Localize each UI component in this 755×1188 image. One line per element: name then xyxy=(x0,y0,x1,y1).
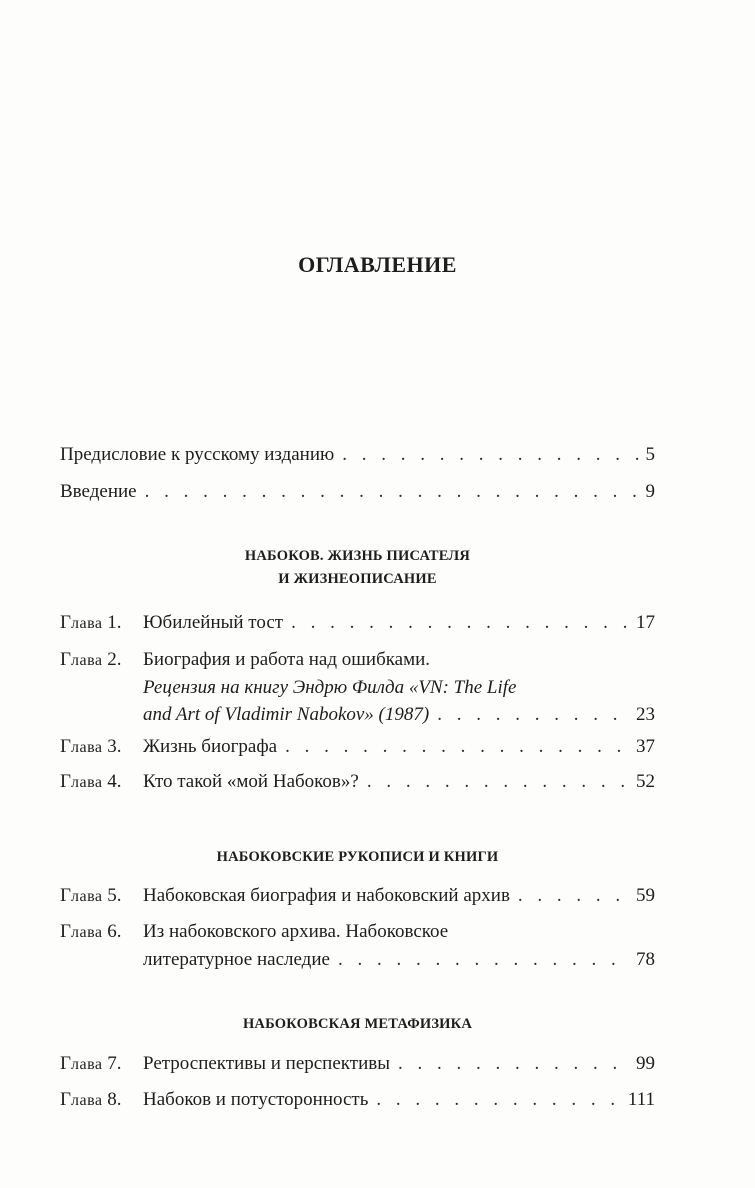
page-number: 52 xyxy=(636,771,655,792)
chapter-label: Глава 1. xyxy=(60,612,122,633)
toc-entry-chapter-7[interactable] xyxy=(60,1050,655,1078)
dot-leader xyxy=(145,478,640,505)
chapter-title: Ретроспективы и перспективы xyxy=(143,1053,390,1074)
dot-leader xyxy=(367,768,630,795)
page-number: 23 xyxy=(636,704,655,725)
chapter-subtitle: and Art of Vladimir Nabokov» (1987) xyxy=(143,704,430,725)
chapter-label: Глава 5. xyxy=(60,885,122,906)
chapter-title-continued: литературное наследие xyxy=(143,949,330,970)
dot-leader xyxy=(437,701,630,728)
section-heading-line: И ЖИЗНЕОПИСАНИЕ xyxy=(278,571,437,587)
section-heading-line: НАБОКОВСКАЯ МЕТАФИЗИКА xyxy=(242,1016,473,1032)
page-number: 17 xyxy=(636,612,655,633)
dot-leader xyxy=(338,946,630,973)
dot-leader xyxy=(342,441,639,468)
page-number: 111 xyxy=(627,1089,655,1110)
page-number: 37 xyxy=(636,736,655,757)
dot-leader xyxy=(291,609,630,636)
page-number: 78 xyxy=(636,949,655,970)
section-heading-line: НАБОКОВ. ЖИЗНЬ ПИСАТЕЛЯ xyxy=(244,548,471,564)
toc-entry-chapter-6[interactable] xyxy=(60,918,655,973)
chapter-label: Глава 7. xyxy=(60,1053,122,1074)
section-heading xyxy=(60,846,655,869)
toc-entry-chapter-8[interactable] xyxy=(60,1086,655,1114)
chapter-title: Биография и работа над ошибками. xyxy=(143,649,431,670)
chapter-title: Юбилейный тост xyxy=(143,612,284,633)
section-heading-line: НАБОКОВСКИЕ РУКОПИСИ И КНИГИ xyxy=(216,849,499,865)
dot-leader xyxy=(518,882,630,909)
toc-entry-introduction[interactable] xyxy=(60,478,655,505)
chapter-title: Жизнь биографа xyxy=(143,736,278,757)
toc-entry-title: Введение xyxy=(60,481,137,502)
dot-leader xyxy=(285,733,630,760)
page-number: 9 xyxy=(645,481,655,502)
toc-entry-chapter-3[interactable] xyxy=(60,733,655,761)
toc-entry-chapter-2[interactable] xyxy=(60,646,655,728)
page-number: 5 xyxy=(645,444,655,465)
dot-leader xyxy=(398,1050,630,1077)
page-title: ОГЛАВЛЕНИЕ xyxy=(298,252,457,277)
chapter-label: Глава 8. xyxy=(60,1089,122,1110)
chapter-label: Глава 3. xyxy=(60,736,122,757)
toc-entry-title: Предисловие к русскому изданию xyxy=(60,444,335,465)
section-heading xyxy=(60,1013,655,1036)
chapter-title: Набоковская биография и набоковский архив xyxy=(143,885,510,906)
page-number: 99 xyxy=(636,1053,655,1074)
dot-leader xyxy=(376,1086,622,1113)
chapter-subtitle: Рецензия на книгу Эндрю Филда «VN: The Life xyxy=(143,677,517,698)
toc-entry-preface[interactable] xyxy=(60,441,655,468)
section-heading xyxy=(60,545,655,591)
toc-entry-chapter-4[interactable] xyxy=(60,768,655,796)
page-number: 59 xyxy=(636,885,655,906)
chapter-label: Глава 4. xyxy=(60,771,122,792)
chapter-title: Кто такой «мой Набоков»? xyxy=(143,771,359,792)
chapter-label: Глава 6. xyxy=(60,921,122,942)
chapter-title: Из набоковского архива. Набоковское xyxy=(143,921,449,942)
chapter-label: Глава 2. xyxy=(60,649,122,670)
toc-entry-chapter-5[interactable] xyxy=(60,882,655,910)
toc-entry-chapter-1[interactable] xyxy=(60,609,655,637)
chapter-title: Набоков и потусторонность xyxy=(143,1089,369,1110)
